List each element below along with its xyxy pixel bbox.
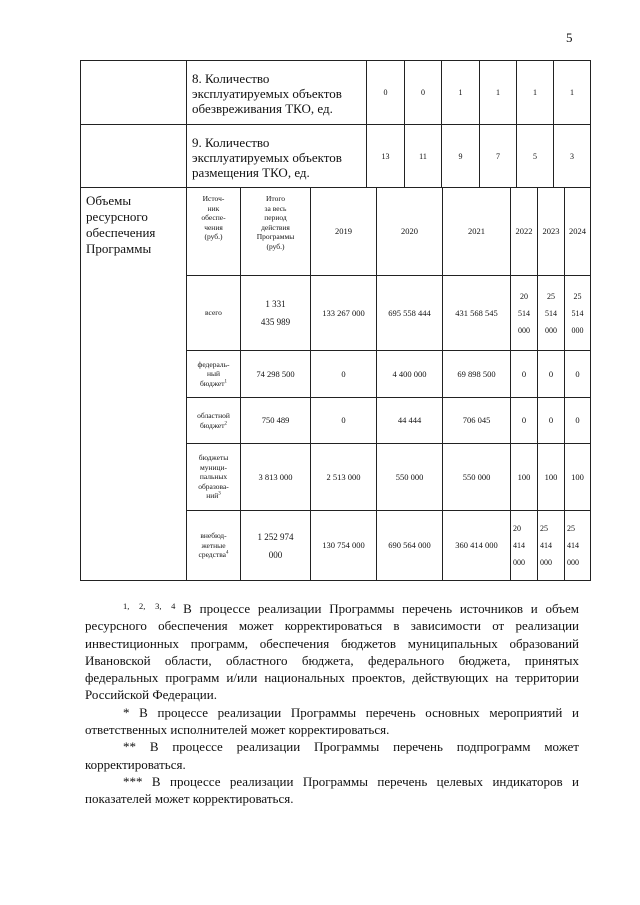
row-value: 69 898 500 [443, 351, 511, 398]
value-line: 000 [545, 325, 557, 335]
row-value: 2 513 000 [311, 444, 377, 511]
value-line: 0 [548, 415, 554, 425]
row-value: 44 444 [377, 398, 443, 444]
value-line: 435 989 [260, 317, 291, 327]
header-line: Источ- [202, 194, 225, 203]
row-value [511, 351, 538, 398]
value-line: 0 [548, 368, 554, 379]
row-value [565, 511, 591, 581]
indicator-value: 11 [405, 125, 442, 188]
indicator-row [81, 61, 591, 125]
footnote-paragraph [85, 704, 579, 739]
indicator-value: 1 [442, 61, 480, 125]
value-line: 1 252 974 [257, 531, 294, 542]
header-source [187, 188, 241, 276]
row-source [187, 444, 241, 511]
footnote-text: * В процессе реализации Программы перечень основных мероприятий и ответственных исполнителей может корректироваться. [85, 704, 579, 738]
resources-title [81, 188, 187, 581]
row-total [241, 444, 311, 511]
footnote-paragraph [85, 738, 579, 773]
row-value: 0 [311, 398, 377, 444]
row-total [241, 351, 311, 398]
header-row [81, 188, 591, 276]
footnote-paragraph [85, 598, 579, 704]
indicator-value: 1 [517, 61, 554, 125]
header-line: действия [261, 222, 290, 232]
source-line: муници- [199, 462, 228, 472]
row-value [565, 398, 591, 444]
source-line: областной [197, 411, 230, 420]
source-line: бюджеты [198, 453, 229, 463]
indicator-value: 13 [367, 125, 405, 188]
header-line: ник [207, 203, 220, 213]
source-line: бюджет [199, 420, 225, 430]
value-line: 000 [571, 325, 584, 335]
source-line: федераль- [197, 359, 230, 369]
indicator-value: 1 [480, 61, 517, 125]
value-line: 000 [518, 325, 530, 335]
footnote-mark: 4 [226, 550, 229, 556]
source-line: внебюд- [200, 531, 227, 541]
row-value [511, 444, 538, 511]
indicator-value: 5 [517, 125, 554, 188]
value-line: 514 [571, 308, 584, 318]
row-value [565, 276, 591, 351]
title-line: обеспечения [86, 225, 156, 240]
label-line: размещения ТКО, ед. [192, 164, 310, 180]
header-line: Программы [256, 232, 295, 241]
value-line: 000 [513, 558, 525, 567]
header-line: обеспе- [201, 213, 226, 222]
indicators-table [80, 60, 591, 188]
row-value: 133 267 000 [311, 276, 377, 351]
indicator-label [187, 125, 367, 188]
value-line: 000 [268, 549, 283, 560]
row-value: 4 400 000 [377, 351, 443, 398]
header-line: период [264, 213, 287, 222]
header-year: 2021 [443, 188, 511, 276]
indicator-label [187, 61, 367, 125]
value-line: 100 [544, 471, 558, 482]
header-year: 2020 [377, 188, 443, 276]
source-line: пальных [199, 472, 228, 482]
footnote-mark: 3 [218, 491, 221, 497]
row-total [241, 511, 311, 581]
value-line: 3 813 000 [258, 471, 293, 482]
source-line: бюджет [199, 378, 225, 388]
row-value [538, 444, 565, 511]
label-line: эксплуатируемых объектов [192, 149, 342, 165]
row-source [187, 276, 241, 351]
value-line: 0 [575, 368, 580, 379]
source-line: ный [206, 369, 221, 379]
header-line: чения [204, 222, 223, 232]
header-year: 2022 [511, 188, 538, 276]
value-line: 25 [540, 524, 548, 533]
value-line: 414 [567, 541, 579, 550]
row-value [565, 444, 591, 511]
value-line: 25 [573, 291, 582, 301]
footnote-text: В процессе реализации Программы перечень источников и объем ресурсного обеспечения может корректироваться в зависимости от реализации инвестиционных программ, обеспечения бюджетов муниципальных образований Ивановской области, областного бюджета, федерального бюджета, принятых федеральных программ и/или национальных проектов, действующих на территории Российской Федерации. [85, 601, 580, 703]
row-value: 360 414 000 [443, 511, 511, 581]
value-line: 0 [521, 368, 527, 379]
indicator-value: 7 [480, 125, 517, 188]
value-line: 0 [575, 415, 580, 425]
indicator-value: 9 [442, 125, 480, 188]
indicator-value: 1 [554, 61, 591, 125]
row-value [538, 351, 565, 398]
source-line: образова- [198, 481, 229, 491]
row-value: 130 754 000 [311, 511, 377, 581]
title-line: Программы [86, 241, 152, 256]
value-line: 74 298 500 [256, 368, 295, 379]
footnote-mark: 1 [224, 379, 228, 385]
header-line: (руб.) [204, 232, 223, 241]
source-line: всего [205, 308, 222, 318]
value-line: 25 [567, 524, 575, 533]
source-line: средства [198, 550, 226, 560]
value-line: 1 331 [265, 299, 286, 309]
value-line: 0 [521, 415, 527, 425]
value-line: 25 [547, 291, 555, 301]
empty-cell [81, 125, 187, 188]
indicator-value: 0 [405, 61, 442, 125]
row-total [241, 398, 311, 444]
row-value: 0 [311, 351, 377, 398]
value-line: 100 [571, 471, 584, 482]
header-line: Итого [266, 194, 285, 203]
row-value: 550 000 [377, 444, 443, 511]
label-line: 9. Количество [192, 134, 270, 150]
footnote-text: ** В процессе реализации Программы перечень подпрограмм может корректироваться. [85, 739, 579, 772]
source-line: жетные [201, 540, 226, 550]
value-line: 514 [545, 308, 557, 318]
row-value: 695 558 444 [377, 276, 443, 351]
footnotes [85, 598, 579, 808]
header-year: 2023 [538, 188, 565, 276]
row-value [511, 276, 538, 351]
footnote-text: *** В процессе реализации Программы перечень целевых индикаторов и показателей может корректироваться. [85, 773, 579, 807]
value-line: 20 [513, 524, 521, 533]
title-line: Объемы [86, 193, 132, 208]
row-value [538, 276, 565, 351]
row-value [538, 398, 565, 444]
row-value [538, 511, 565, 581]
value-line: 414 [540, 541, 552, 550]
empty-cell [81, 61, 187, 125]
row-value: 690 564 000 [377, 511, 443, 581]
header-year: 2024 [565, 188, 591, 276]
row-value: 706 045 [443, 398, 511, 444]
label-line: 8. Количество [192, 71, 270, 86]
source-line: ний [206, 491, 219, 501]
row-source [187, 398, 241, 444]
footnote-paragraph [85, 773, 579, 808]
row-value [565, 351, 591, 398]
row-source [187, 511, 241, 581]
row-value [511, 398, 538, 444]
value-line: 100 [517, 471, 531, 482]
value-line: 414 [513, 541, 525, 550]
resources-table [80, 187, 591, 581]
label-line: эксплуатируемых объектов [192, 86, 342, 101]
row-source [187, 351, 241, 398]
header-line: за весь [264, 203, 287, 213]
value-line: 000 [540, 558, 552, 567]
page-number: 5 [566, 30, 573, 45]
indicator-row [81, 125, 591, 188]
indicator-value: 3 [554, 125, 591, 188]
value-line: 000 [567, 558, 579, 567]
row-value [511, 511, 538, 581]
row-total [241, 276, 311, 351]
label-line: обезвреживания ТКО, ед. [192, 101, 333, 116]
footnote-marks: 1, 2, 3, 4 [123, 601, 176, 611]
indicator-value: 0 [367, 61, 405, 125]
value-line: 514 [518, 308, 530, 318]
value-line: 750 489 [261, 415, 290, 425]
header-total [241, 188, 311, 276]
footnote-mark: 2 [224, 421, 228, 426]
title-line: ресурсного [86, 209, 148, 224]
row-value: 431 568 545 [443, 276, 511, 351]
header-line: (руб.) [266, 241, 285, 251]
header-year: 2019 [311, 188, 377, 276]
row-value: 550 000 [443, 444, 511, 511]
value-line: 20 [520, 291, 528, 301]
